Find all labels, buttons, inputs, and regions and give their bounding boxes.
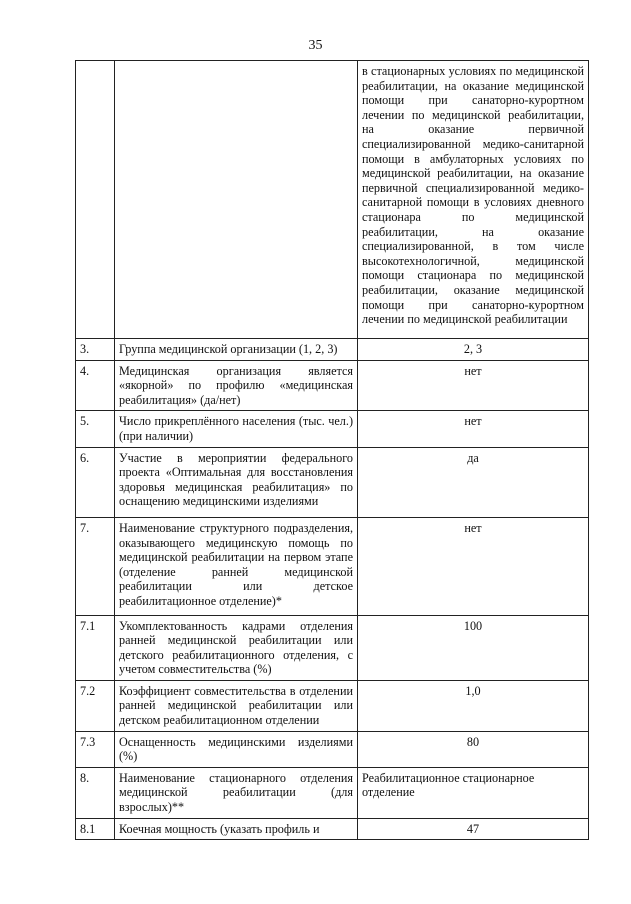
parameter-cell: Группа медицинской организации (1, 2, 3) [115, 339, 358, 361]
row-number-cell: 7. [76, 517, 115, 615]
rehabilitation-table [75, 60, 589, 840]
table-row [76, 731, 589, 767]
parameter-cell: Наименование стационарного отделения медицинской реабилитации (для взрослых)** [115, 767, 358, 818]
parameter-cell: Число прикреплённого населения (тыс. чел.) (при наличии) [115, 411, 358, 447]
table-row [76, 680, 589, 731]
table-row [76, 411, 589, 447]
value-cell: 47 [358, 818, 589, 840]
table-row [76, 339, 589, 361]
parameter-cell: Оснащенность медицинскими изделиями (%) [115, 731, 358, 767]
row-number-cell [76, 61, 115, 339]
table-row [76, 61, 589, 339]
row-number-cell: 7.1 [76, 615, 115, 680]
parameter-cell: Коэффициент совместительства в отделении ранней медицинской реабилитации или детском реабилитационном отделении [115, 680, 358, 731]
table-row [76, 360, 589, 411]
value-cell: нет [358, 517, 589, 615]
row-number-cell: 5. [76, 411, 115, 447]
value-cell: 1,0 [358, 680, 589, 731]
value-cell: в стационарных условиях по медицинской реабилитации, на оказание медицинской помощи при санаторно-курортном лечении по медицинской реабилитации, на оказание первичной специализированной медико-санитарной помощи в амбулаторных условиях по медицинской реабилитации, на оказание первичной специализированной медико-санитарной помощи в условиях дневного стационара по медицинской реабилитации, на оказание специализированной, в том числе высокотехнологичной, медицинской помощи стационара по медицинской реабилитации, оказание медицинской помощи при санаторно-курортном лечении по медицинской реабилитации [358, 61, 589, 339]
page-number: 35 [308, 38, 323, 53]
row-number-cell: 8. [76, 767, 115, 818]
table-row [76, 818, 589, 840]
parameter-cell: Наименование структурного подразделения, оказывающего медицинскую помощь по медицинской реабилитации на первом этапе (отделение ранней медицинской реабилитации или детское реабилитационное отделение)* [115, 517, 358, 615]
row-number-cell: 4. [76, 360, 115, 411]
row-number-cell: 3. [76, 339, 115, 361]
table-row [76, 517, 589, 615]
table-row [76, 767, 589, 818]
value-cell: 80 [358, 731, 589, 767]
row-number-cell: 7.2 [76, 680, 115, 731]
row-number-cell: 7.3 [76, 731, 115, 767]
parameter-cell: Укомплектованность кадрами отделения ранней медицинской реабилитации или детского реабилитационного отделения, с учетом совместительства (%) [115, 615, 358, 680]
row-number-cell: 8.1 [76, 818, 115, 840]
parameter-cell: Участие в мероприятии федерального проекта «Оптимальная для восстановления здоровья медицинская реабилитация» по оснащению медицинскими изделиями [115, 447, 358, 517]
parameter-cell: Коечная мощность (указать профиль и [115, 818, 358, 840]
table-row [76, 615, 589, 680]
value-cell: Реабилитационное стационарное отделение [358, 767, 589, 818]
value-cell: 100 [358, 615, 589, 680]
row-number-cell: 6. [76, 447, 115, 517]
value-cell: нет [358, 411, 589, 447]
value-cell: 2, 3 [358, 339, 589, 361]
parameter-cell: Медицинская организация является «якорной» по профилю «медицинская реабилитация» (да/нет) [115, 360, 358, 411]
value-cell: да [358, 447, 589, 517]
parameter-cell [115, 61, 358, 339]
table-row [76, 447, 589, 517]
value-cell: нет [358, 360, 589, 411]
